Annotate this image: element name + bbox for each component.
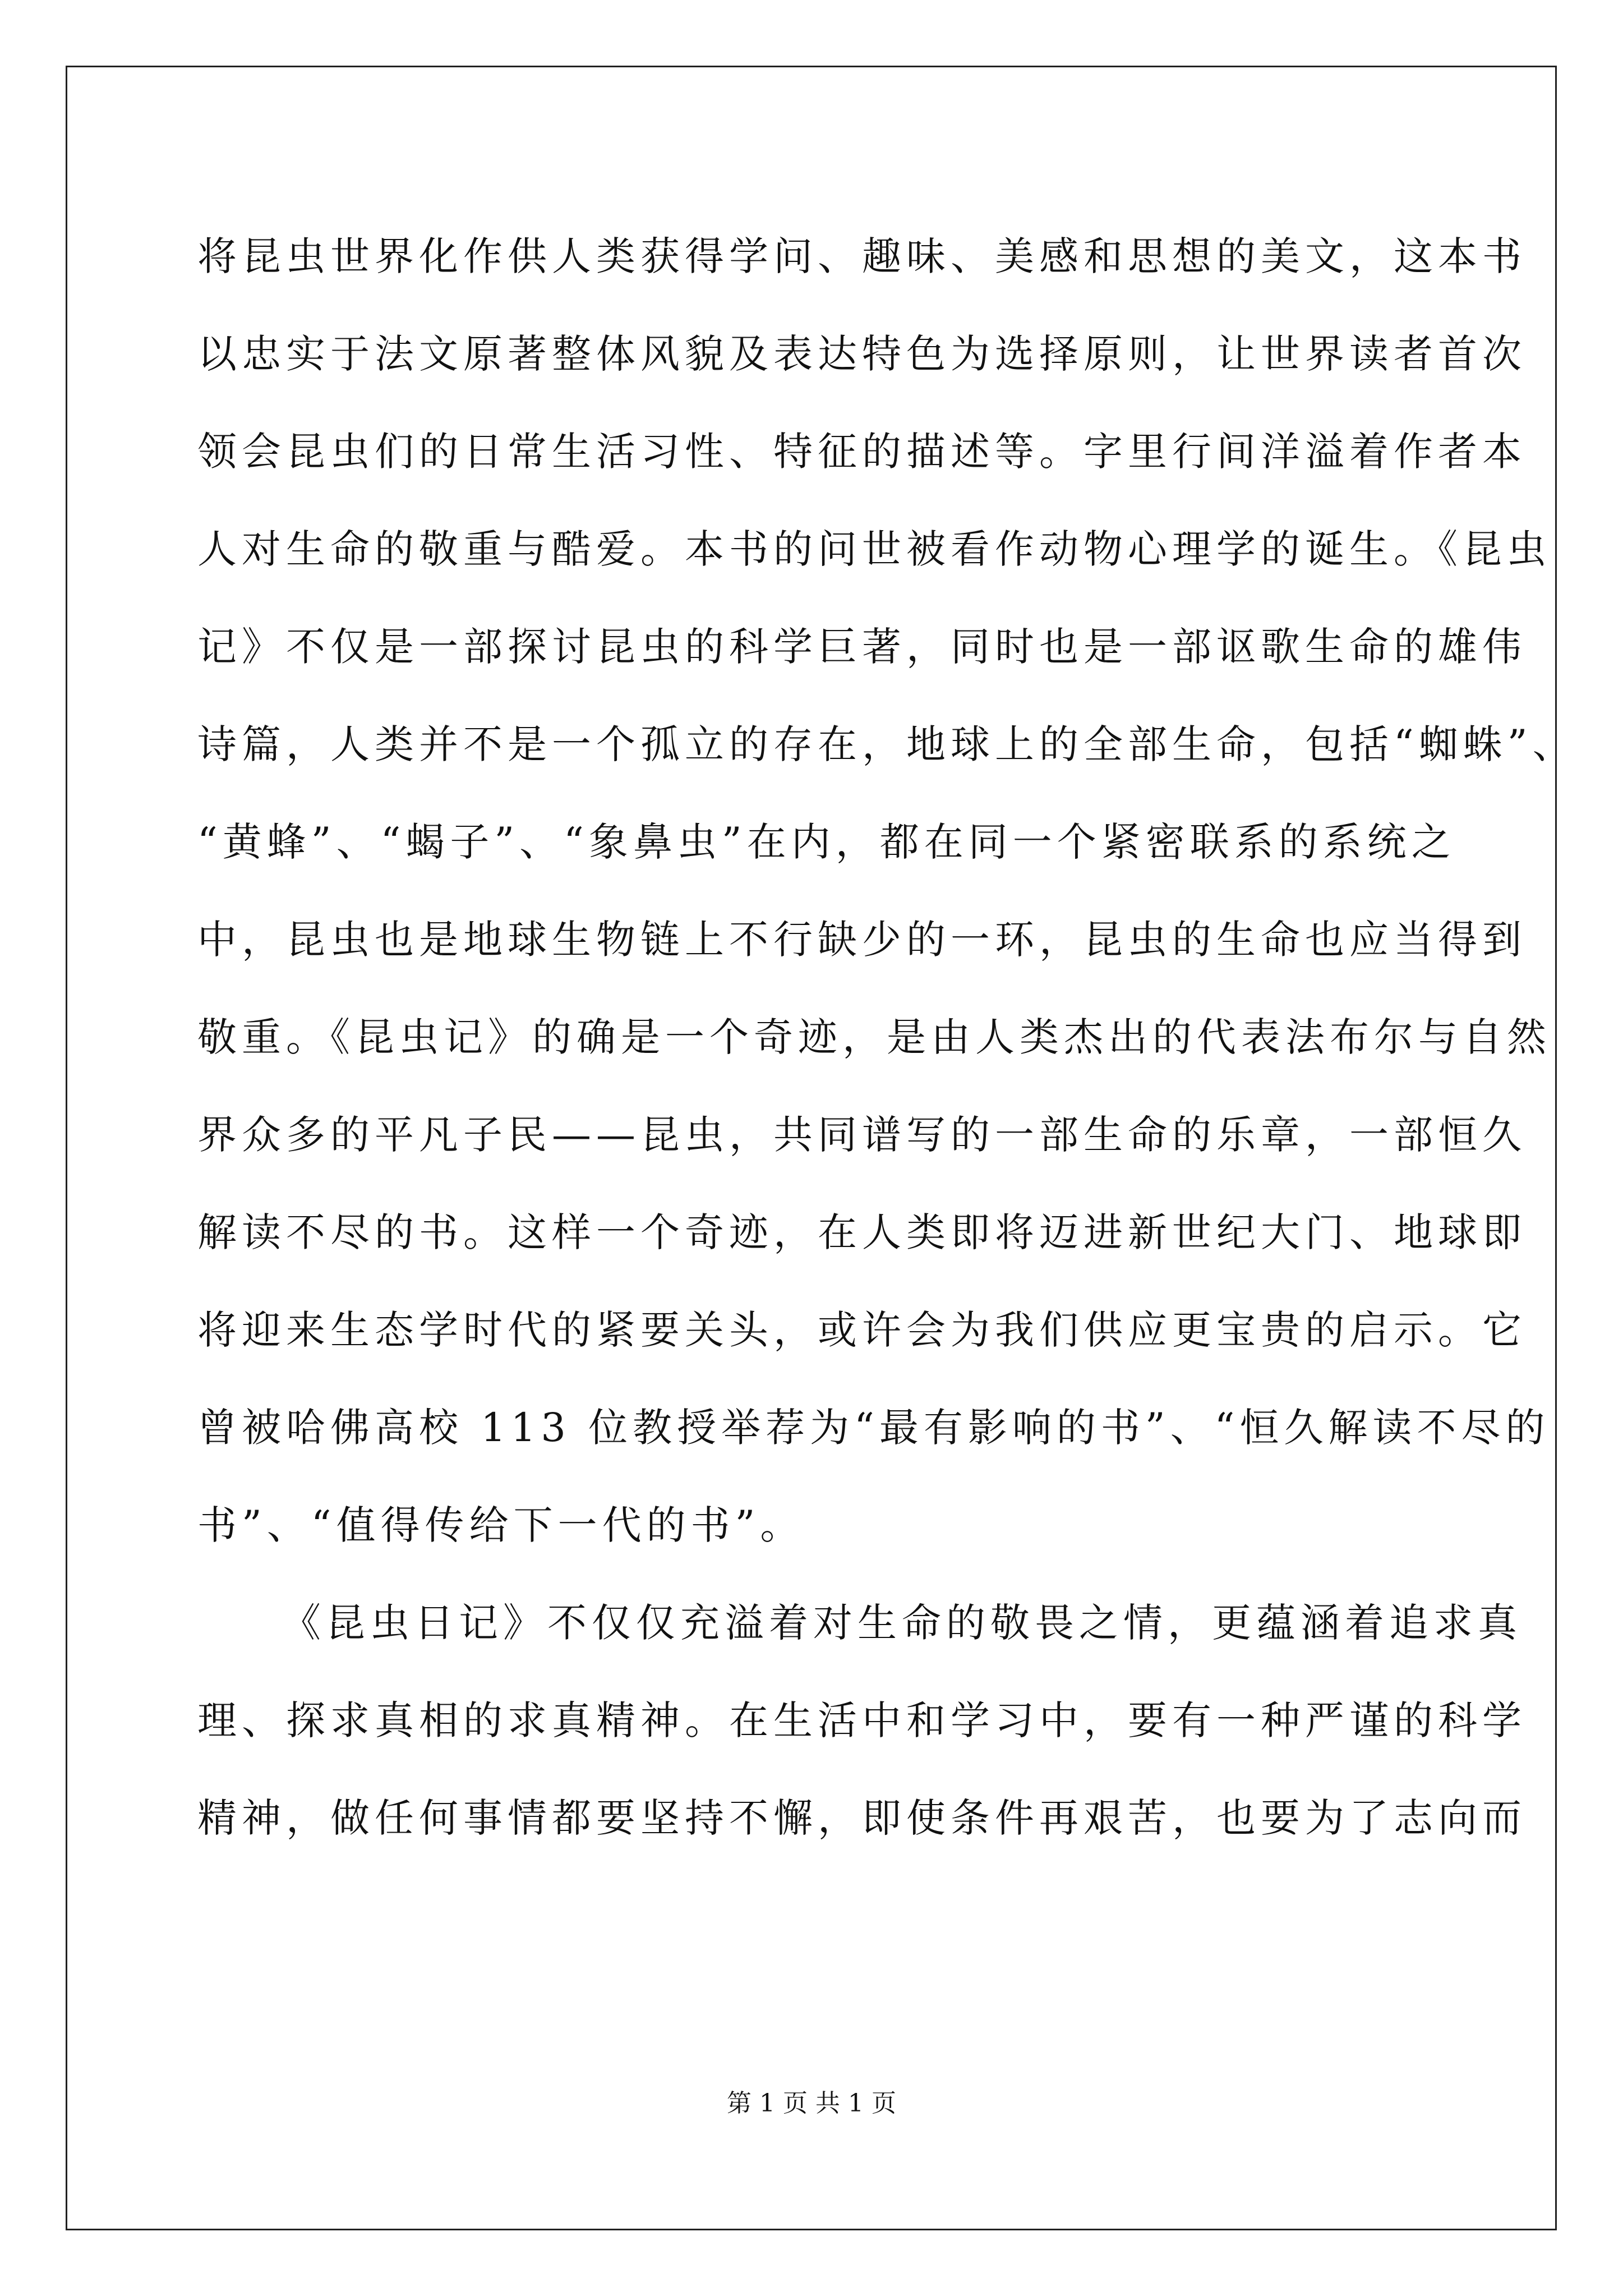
text-line: 解读不尽的书。这样一个奇迹，在人类即将迈进新世纪大门、地球即: [197, 1209, 1527, 1255]
page-number-footer: 第 1 页 共 1 页: [727, 2089, 896, 2118]
text-line: 将迎来生态学时代的紧要关头，或许会为我们供应更宝贵的启示。它: [197, 1307, 1527, 1353]
paragraph-start-line: 《昆虫日记》不仅仅充溢着对生命的敬畏之情，更蕴涵着追求真: [282, 1600, 1522, 1646]
text-line: 将昆虫世界化作供人类获得学问、趣味、美感和思想的美文，这本书: [197, 233, 1527, 279]
text-line: 理、探求真相的求真精神。在生活中和学习中，要有一种严谨的科学: [197, 1697, 1527, 1743]
text-line: 以忠实于法文原著整体风貌及表达特色为选择原则，让世界读者首次: [197, 331, 1527, 377]
document-body: [197, 208, 1577, 1867]
text-line: “黄蜂”、“蝎子”、“象鼻虫”在内，都在同一个紧密联系的系统之: [197, 819, 1456, 865]
text-line: 精神，做任何事情都要坚持不懈，即使条件再艰苦，也要为了志向而: [197, 1795, 1527, 1841]
text-line: 领会昆虫们的日常生活习性、特征的描述等。字里行间洋溢着作者本: [197, 429, 1527, 475]
text-line: 敬重。《昆虫记》的确是一个奇迹，是由人类杰出的代表法布尔与自然: [197, 1014, 1551, 1060]
text-line: 书”、“值得传给下一代的书”。: [197, 1502, 805, 1548]
text-line: 记》不仅是一部探讨昆虫的科学巨著，同时也是一部讴歌生命的雄伟: [197, 624, 1527, 670]
text-line: 诗篇，人类并不是一个孤立的存在，地球上的全部生命，包括“蜘蛛”、: [197, 721, 1577, 767]
text-line: 中，昆虫也是地球生物链上不行缺少的一环，昆虫的生命也应当得到: [197, 917, 1527, 963]
text-line: 曾被哈佛高校 113 位教授举荐为“最有影响的书”、“恒久解读不尽的: [197, 1405, 1550, 1451]
text-line: 人对生命的敬重与酷爱。本书的问世被看作动物心理学的诞生。《昆虫: [197, 526, 1551, 572]
text-line: 界众多的平凡子民——昆虫，共同谱写的一部生命的乐章，一部恒久: [197, 1112, 1527, 1158]
